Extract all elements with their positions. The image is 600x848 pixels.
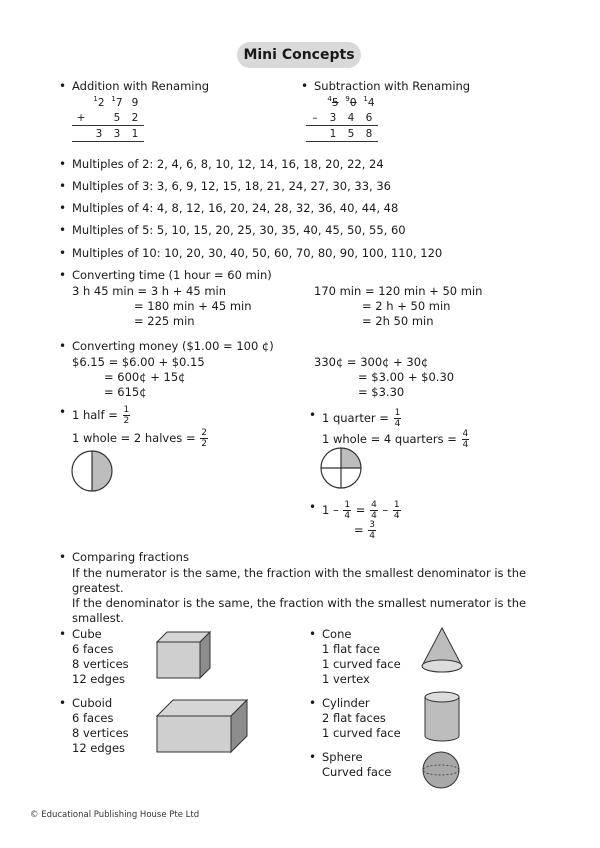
cylinder-label: • Cylinder [322, 696, 370, 711]
comparing-line-1: If the numerator is the same, the fraction with the smallest denominator is the [72, 566, 527, 580]
time-right-2: = 2 h + 50 min [362, 299, 451, 313]
quarter-line: • 1 quarter = $\frac{1}{4}$ [322, 408, 402, 429]
cone-curved-face: 1 curved face [322, 657, 401, 671]
sphere-label: • Sphere [322, 750, 363, 765]
half-line: • 1 half = $\frac{1}{2}$ [72, 405, 131, 426]
comparing-line-3: If the denominator is the same, the fraction with the smallest numerator is the [72, 596, 527, 610]
cylinder-curved-face: 1 curved face [322, 726, 401, 740]
copyright-footer: © Educational Publishing House Pte Ltd [30, 810, 200, 820]
multiples-2: • Multiples of 2: 2, 4, 6, 8, 10, 12, 14, 16, 18, 20, 22, 24 [72, 157, 384, 172]
whole-halves-line: 1 whole = 2 halves = $\frac{2}{2}$ [72, 428, 207, 449]
page-title: Mini Concepts [237, 42, 361, 68]
time-right-1: 170 min = 120 min + 50 min [314, 284, 483, 298]
multiples-10: • Multiples of 10: 10, 20, 30, 40, 50, 60, 70, 80, 90, 100, 110, 120 [72, 246, 442, 261]
whole-quarters-line: 1 whole = 4 quarters = $\frac{4}{4}$ [322, 429, 469, 450]
sphere-diagram [421, 750, 461, 790]
multiples-5: • Multiples of 5: 5, 10, 15, 20, 25, 30, 35, 40, 45, 50, 55, 60 [72, 223, 406, 238]
addition-heading: • Addition with Renaming [72, 79, 209, 94]
money-heading: • Converting money ($1.00 = 100 ¢) [72, 339, 274, 354]
quarter-circle-diagram [319, 446, 363, 490]
cone-vertex: 1 vertex [322, 672, 370, 686]
addition-table: $^1$2 $^1$7 9 + 5 2 3 3 1 [72, 95, 144, 142]
money-left-2: = 600¢ + 15¢ [104, 370, 186, 384]
cone-diagram [419, 626, 465, 676]
cone-label: • Cone [322, 627, 351, 642]
cube-faces: 6 faces [72, 642, 114, 656]
comparing-heading: • Comparing fractions [72, 550, 189, 565]
time-left-1: 3 h 45 min = 3 h + 45 min [72, 284, 227, 298]
cylinder-flat-faces: 2 flat faces [322, 711, 386, 725]
cube-label: • Cube [72, 627, 102, 642]
cuboid-faces: 6 faces [72, 711, 114, 725]
cube-vertices: 8 vertices [72, 657, 129, 671]
time-right-3: = 2h 50 min [362, 314, 434, 328]
time-left-2: = 180 min + 45 min [134, 299, 252, 313]
money-left-3: = 615¢ [104, 385, 147, 399]
cube-diagram [155, 630, 213, 680]
money-left-1: $6.15 = $6.00 + $0.15 [72, 355, 205, 369]
comparing-line-4: smallest. [72, 611, 124, 625]
cuboid-edges: 12 edges [72, 741, 126, 755]
cylinder-diagram [422, 690, 462, 744]
fraction-subtraction: • 1 – $\frac{1}{4}$ = $\frac{4}{4}$ – $\frac{1}{4}$ [322, 500, 402, 521]
cuboid-diagram [155, 698, 250, 754]
subtraction-table: $^4$5 $^9$0 $^1$4 – 3 4 6 1 5 8 [306, 95, 378, 142]
comparing-line-2: greatest. [72, 581, 124, 595]
sphere-curved-face: Curved face [322, 765, 392, 779]
money-right-2: = $3.00 + $0.30 [358, 370, 455, 384]
money-right-3: = $3.30 [358, 385, 405, 399]
cone-flat-face: 1 flat face [322, 642, 380, 656]
multiples-3: • Multiples of 3: 3, 6, 9, 12, 15, 18, 21, 24, 27, 30, 33, 36 [72, 179, 391, 194]
cuboid-vertices: 8 vertices [72, 726, 129, 740]
half-circle-diagram [70, 449, 114, 493]
multiples-4: • Multiples of 4: 4, 8, 12, 16, 20, 24, 28, 32, 36, 40, 44, 48 [72, 201, 398, 216]
cuboid-label: • Cuboid [72, 696, 112, 711]
cube-edges: 12 edges [72, 672, 126, 686]
fraction-subtraction-result: = $\frac{3}{4}$ [354, 520, 376, 541]
time-heading: • Converting time (1 hour = 60 min) [72, 268, 272, 283]
time-left-3: = 225 min [134, 314, 195, 328]
subtraction-heading: • Subtraction with Renaming [314, 79, 470, 94]
money-right-1: 330¢ = 300¢ + 30¢ [314, 355, 429, 369]
